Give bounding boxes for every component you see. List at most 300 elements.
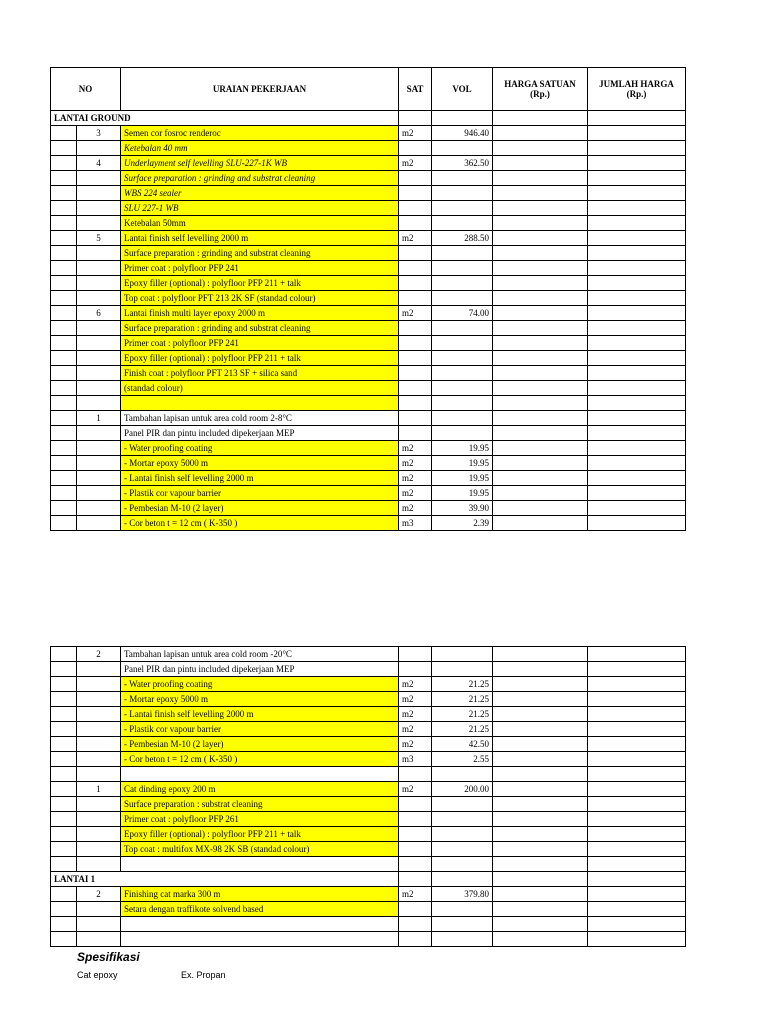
table-row: [51, 917, 686, 932]
row-description: - Plastik cor vapour barrier: [121, 486, 399, 501]
row-total-price: [588, 186, 686, 201]
row-unit-price: [493, 426, 588, 441]
row-spacer-cell: [51, 291, 77, 306]
row-volume: [432, 842, 493, 857]
row-unit-price: [493, 707, 588, 722]
row-total-price: [588, 707, 686, 722]
table-row: [51, 411, 686, 426]
row-unit: [399, 396, 432, 411]
row-volume: 19.95: [432, 441, 493, 456]
row-unit: [399, 276, 432, 291]
row-unit: [399, 186, 432, 201]
row-total-price: [588, 662, 686, 677]
row-total-price: [588, 797, 686, 812]
row-number: [77, 321, 121, 336]
row-unit: [399, 246, 432, 261]
table-row: [51, 336, 686, 351]
row-volume: [432, 336, 493, 351]
row-total-price: [588, 396, 686, 411]
table-row: [51, 171, 686, 186]
row-unit-price: [493, 692, 588, 707]
row-description: Finish coat : polyfloor PFT 213 SF + silica sand: [121, 366, 399, 381]
table-row: [51, 366, 686, 381]
row-unit-price: [493, 872, 588, 887]
row-number: [77, 381, 121, 396]
table-row: [51, 752, 686, 767]
row-unit-price: [493, 291, 588, 306]
row-description: Surface preparation : substrat cleaning: [121, 797, 399, 812]
row-description: - Plastik cor vapour barrier: [121, 722, 399, 737]
row-spacer-cell: [51, 321, 77, 336]
row-total-price: [588, 872, 686, 887]
row-spacer-cell: [51, 471, 77, 486]
row-unit: m2: [399, 737, 432, 752]
row-spacer-cell: [51, 156, 77, 171]
row-description: [121, 396, 399, 411]
row-spacer-cell: [51, 677, 77, 692]
row-total-price: [588, 141, 686, 156]
row-description: Panel PIR dan pintu included dipekerjaan MEP: [121, 662, 399, 677]
row-volume: [432, 917, 493, 932]
row-unit: m2: [399, 887, 432, 902]
row-description: Primer coat : polyfloor PFP 261: [121, 812, 399, 827]
table-row: [51, 426, 686, 441]
row-number: [77, 767, 121, 782]
row-volume: [432, 201, 493, 216]
table-row: [51, 662, 686, 677]
row-total-price: [588, 516, 686, 531]
row-unit: m3: [399, 516, 432, 531]
row-spacer-cell: [51, 381, 77, 396]
row-total-price: [588, 887, 686, 902]
row-description: Semen cor fosroc renderoc: [121, 126, 399, 141]
row-spacer-cell: [51, 812, 77, 827]
row-number: [77, 932, 121, 947]
row-volume: [432, 381, 493, 396]
table-row: [51, 707, 686, 722]
row-unit-price: [493, 111, 588, 126]
row-spacer-cell: [51, 366, 77, 381]
row-total-price: [588, 827, 686, 842]
row-volume: 21.25: [432, 677, 493, 692]
table-row: [51, 396, 686, 411]
row-unit-price: [493, 366, 588, 381]
table-row: [51, 501, 686, 516]
row-unit-price: [493, 171, 588, 186]
row-unit-price: [493, 827, 588, 842]
row-total-price: [588, 782, 686, 797]
row-total-price: [588, 842, 686, 857]
row-total-price: [588, 857, 686, 872]
row-unit-price: [493, 321, 588, 336]
row-total-price: [588, 677, 686, 692]
row-total-price: [588, 381, 686, 396]
row-total-price: [588, 722, 686, 737]
row-volume: 19.95: [432, 456, 493, 471]
row-description: Cat dinding epoxy 200 m: [121, 782, 399, 797]
table-row: [51, 692, 686, 707]
row-spacer-cell: [51, 797, 77, 812]
row-volume: [432, 827, 493, 842]
row-spacer-cell: [51, 887, 77, 902]
row-description: - Cor beton t = 12 cm ( K-350 ): [121, 752, 399, 767]
table-row: [51, 351, 686, 366]
table-row: [51, 887, 686, 902]
row-volume: [432, 246, 493, 261]
row-spacer-cell: [51, 411, 77, 426]
row-unit-price: [493, 677, 588, 692]
row-volume: [432, 426, 493, 441]
table-row: [51, 737, 686, 752]
table-row: [51, 216, 686, 231]
row-description: Top coat : polyfloor PFT 213 2K SF (standad colour): [121, 291, 399, 306]
row-volume: 200.00: [432, 782, 493, 797]
row-unit-price: [493, 441, 588, 456]
row-number: [77, 797, 121, 812]
row-spacer-cell: [51, 662, 77, 677]
row-total-price: [588, 126, 686, 141]
row-spacer-cell: [51, 516, 77, 531]
row-description: Ketebalan 50mm: [121, 216, 399, 231]
table-row: [51, 141, 686, 156]
row-unit-price: [493, 351, 588, 366]
boq-table-body: [51, 647, 686, 947]
row-unit-price: [493, 216, 588, 231]
row-volume: [432, 216, 493, 231]
row-number: [77, 902, 121, 917]
row-number: 1: [77, 782, 121, 797]
header-vol: VOL: [432, 68, 493, 111]
row-description: Epoxy filler (optional) : polyfloor PFP 211 + talk: [121, 827, 399, 842]
boq-table-continued: [50, 646, 686, 947]
row-description: Primer coat : polyfloor PFP 241: [121, 336, 399, 351]
row-total-price: [588, 812, 686, 827]
row-volume: 379.80: [432, 887, 493, 902]
boq-table-body: [51, 111, 686, 531]
row-unit: [399, 842, 432, 857]
row-description: - Cor beton t = 12 cm ( K-350 ): [121, 516, 399, 531]
row-number: [77, 276, 121, 291]
row-unit: [399, 902, 432, 917]
row-description: Tambahan lapisan untuk area cold room 2-8°C: [121, 411, 399, 426]
row-total-price: [588, 201, 686, 216]
row-total-price: [588, 752, 686, 767]
table-row: [51, 111, 686, 126]
row-unit: m3: [399, 752, 432, 767]
row-total-price: [588, 216, 686, 231]
row-volume: [432, 366, 493, 381]
row-description: Setara dengan traffikote solvend based: [121, 902, 399, 917]
row-description: Top coat : multifox MX-98 2K SB (standad colour): [121, 842, 399, 857]
row-unit: [399, 872, 432, 887]
row-unit-price: [493, 381, 588, 396]
row-number: [77, 396, 121, 411]
table-row: [51, 872, 686, 887]
row-number: 2: [77, 647, 121, 662]
row-spacer-cell: [51, 336, 77, 351]
row-total-price: [588, 692, 686, 707]
row-unit-price: [493, 336, 588, 351]
row-spacer-cell: [51, 692, 77, 707]
row-unit-price: [493, 857, 588, 872]
row-spacer-cell: [51, 902, 77, 917]
row-spacer-cell: [51, 276, 77, 291]
table-row: [51, 486, 686, 501]
spec-value: Ex. Propan: [181, 970, 226, 980]
row-description: Surface preparation : grinding and substrat cleaning: [121, 321, 399, 336]
row-number: [77, 141, 121, 156]
row-description: [121, 932, 399, 947]
row-unit: m2: [399, 486, 432, 501]
row-volume: [432, 186, 493, 201]
row-unit-price: [493, 917, 588, 932]
row-unit-price: [493, 902, 588, 917]
row-number: [77, 516, 121, 531]
row-volume: [432, 111, 493, 126]
table-row: [51, 456, 686, 471]
row-spacer-cell: [51, 722, 77, 737]
table-row: [51, 126, 686, 141]
row-unit-price: [493, 126, 588, 141]
row-total-price: [588, 366, 686, 381]
row-number: [77, 812, 121, 827]
row-volume: [432, 812, 493, 827]
row-description: Ketebalan 40 mm: [121, 141, 399, 156]
row-total-price: [588, 767, 686, 782]
row-spacer-cell: [51, 231, 77, 246]
row-unit-price: [493, 471, 588, 486]
row-unit-price: [493, 246, 588, 261]
row-volume: [432, 662, 493, 677]
row-unit: [399, 261, 432, 276]
row-volume: 19.95: [432, 471, 493, 486]
row-total-price: [588, 441, 686, 456]
row-unit-price: [493, 486, 588, 501]
row-number: [77, 246, 121, 261]
row-spacer-cell: [51, 737, 77, 752]
row-description: Tambahan lapisan untuk area cold room -20°C: [121, 647, 399, 662]
row-number: [77, 501, 121, 516]
row-volume: 74.00: [432, 306, 493, 321]
row-number: [77, 662, 121, 677]
row-spacer-cell: [51, 917, 77, 932]
table-row: [51, 156, 686, 171]
table-row: [51, 902, 686, 917]
row-volume: 21.25: [432, 722, 493, 737]
row-description: (standad colour): [121, 381, 399, 396]
row-volume: [432, 141, 493, 156]
row-number: [77, 707, 121, 722]
row-description: Finishing cat marka 300 m: [121, 887, 399, 902]
table-row: [51, 722, 686, 737]
row-unit-price: [493, 306, 588, 321]
row-number: [77, 426, 121, 441]
row-unit-price: [493, 887, 588, 902]
row-total-price: [588, 246, 686, 261]
table-row: [51, 246, 686, 261]
table-row: [51, 782, 686, 797]
row-number: [77, 677, 121, 692]
row-number: [77, 752, 121, 767]
row-description: [121, 767, 399, 782]
table-row: [51, 812, 686, 827]
row-description: Underlayment self levelling SLU-227-1K WB: [121, 156, 399, 171]
row-unit: m2: [399, 501, 432, 516]
row-spacer-cell: [51, 707, 77, 722]
table-row: [51, 441, 686, 456]
row-description: Surface preparation : grinding and substrat cleaning: [121, 171, 399, 186]
row-description: - Mortar epoxy 5000 m: [121, 456, 399, 471]
row-volume: 288.50: [432, 231, 493, 246]
row-unit: [399, 932, 432, 947]
row-total-price: [588, 336, 686, 351]
row-unit-price: [493, 647, 588, 662]
row-unit: [399, 321, 432, 336]
row-spacer-cell: [51, 396, 77, 411]
row-number: [77, 351, 121, 366]
row-volume: [432, 857, 493, 872]
row-unit: [399, 767, 432, 782]
row-number: 1: [77, 411, 121, 426]
row-spacer-cell: [51, 857, 77, 872]
row-unit: m2: [399, 126, 432, 141]
row-unit-price: [493, 231, 588, 246]
row-volume: [432, 396, 493, 411]
row-total-price: [588, 456, 686, 471]
table-row: [51, 516, 686, 531]
row-unit-price: [493, 797, 588, 812]
row-spacer-cell: [51, 486, 77, 501]
row-description: - Pembesian M-10 (2 layer): [121, 737, 399, 752]
row-unit-price: [493, 156, 588, 171]
row-unit-price: [493, 752, 588, 767]
row-unit: [399, 917, 432, 932]
row-spacer-cell: [51, 201, 77, 216]
row-number: [77, 201, 121, 216]
row-spacer-cell: [51, 752, 77, 767]
row-unit: [399, 857, 432, 872]
row-volume: 42.50: [432, 737, 493, 752]
row-total-price: [588, 486, 686, 501]
row-volume: [432, 291, 493, 306]
row-total-price: [588, 737, 686, 752]
row-unit-price: [493, 501, 588, 516]
row-unit-price: [493, 722, 588, 737]
row-description: - Mortar epoxy 5000 m: [121, 692, 399, 707]
row-number: [77, 186, 121, 201]
row-unit: [399, 381, 432, 396]
row-spacer-cell: [51, 171, 77, 186]
row-volume: 19.95: [432, 486, 493, 501]
row-spacer-cell: [51, 306, 77, 321]
row-total-price: [588, 291, 686, 306]
row-description: - Water proofing coating: [121, 441, 399, 456]
row-number: [77, 842, 121, 857]
row-unit-price: [493, 261, 588, 276]
table-row: [51, 291, 686, 306]
row-description: Lantai finish multi layer epoxy 2000 m: [121, 306, 399, 321]
row-spacer-cell: [51, 456, 77, 471]
row-unit-price: [493, 411, 588, 426]
row-unit-price: [493, 396, 588, 411]
row-spacer-cell: [51, 827, 77, 842]
row-unit: [399, 827, 432, 842]
row-unit: [399, 216, 432, 231]
row-volume: [432, 797, 493, 812]
row-total-price: [588, 471, 686, 486]
table-row: [51, 797, 686, 812]
row-volume: [432, 872, 493, 887]
table-row: [51, 647, 686, 662]
row-unit: [399, 171, 432, 186]
row-total-price: [588, 501, 686, 516]
row-unit-price: [493, 662, 588, 677]
header-harga-satuan: HARGA SATUAN (Rp.): [493, 68, 588, 111]
header-no: NO: [51, 68, 121, 111]
row-unit-price: [493, 842, 588, 857]
row-volume: [432, 932, 493, 947]
row-spacer-cell: [51, 501, 77, 516]
row-description: - Pembesian M-10 (2 layer): [121, 501, 399, 516]
row-total-price: [588, 902, 686, 917]
row-volume: [432, 351, 493, 366]
row-unit: [399, 662, 432, 677]
row-spacer-cell: [51, 186, 77, 201]
table-row: [51, 306, 686, 321]
row-unit: [399, 291, 432, 306]
row-unit: [399, 426, 432, 441]
row-spacer-cell: [51, 261, 77, 276]
row-unit: [399, 411, 432, 426]
row-volume: 39.90: [432, 501, 493, 516]
table-row: [51, 932, 686, 947]
table-row: [51, 381, 686, 396]
row-volume: [432, 767, 493, 782]
row-spacer-cell: [51, 782, 77, 797]
row-description: - Water proofing coating: [121, 677, 399, 692]
row-unit: m2: [399, 707, 432, 722]
row-total-price: [588, 917, 686, 932]
row-volume: [432, 411, 493, 426]
row-number: 3: [77, 126, 121, 141]
row-unit-price: [493, 276, 588, 291]
row-volume: [432, 276, 493, 291]
table-row: [51, 186, 686, 201]
table-row: [51, 231, 686, 246]
row-description: [121, 917, 399, 932]
row-number: [77, 471, 121, 486]
row-unit: [399, 141, 432, 156]
row-unit-price: [493, 186, 588, 201]
row-description: SLU 227-1 WB: [121, 201, 399, 216]
row-unit: [399, 797, 432, 812]
row-volume: 21.25: [432, 707, 493, 722]
row-description: Surface preparation : grinding and substrat cleaning: [121, 246, 399, 261]
row-volume: 362.50: [432, 156, 493, 171]
row-number: [77, 737, 121, 752]
row-number: [77, 366, 121, 381]
row-number: [77, 722, 121, 737]
row-spacer-cell: [51, 141, 77, 156]
table-row: [51, 677, 686, 692]
row-description: Epoxy filler (optional) : polyfloor PFP 211 + talk: [121, 276, 399, 291]
row-description: - Lantai finish self levelling 2000 m: [121, 707, 399, 722]
row-volume: [432, 902, 493, 917]
table-row: [51, 276, 686, 291]
row-number: [77, 441, 121, 456]
row-unit-price: [493, 456, 588, 471]
row-description: Primer coat : polyfloor PFP 241: [121, 261, 399, 276]
